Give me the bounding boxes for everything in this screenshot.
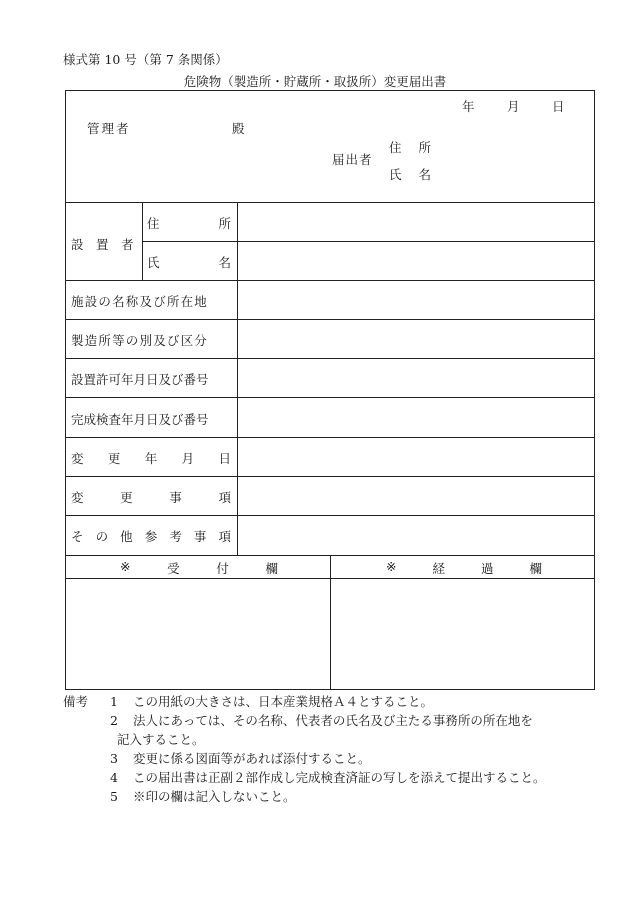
notifier-name-label: 氏 名	[389, 167, 431, 182]
honorific-label: 殿	[232, 121, 245, 136]
notes-heading: 備考	[63, 694, 89, 709]
note-item: 2 法人にあっては、その名称、代表者の氏名及び主たる事務所の所在地を	[110, 713, 533, 728]
form-number: 様式第 10 号（第 7 条関係）	[63, 52, 228, 67]
note-item: 5 ※印の欄は記入しないこと。	[110, 789, 296, 804]
installer-address-field[interactable]	[238, 203, 594, 241]
installer-address-label: 住 所	[147, 216, 231, 231]
month-label: 月	[507, 99, 520, 114]
notifier-address-label: 住 所	[389, 140, 431, 155]
year-label: 年	[462, 99, 475, 114]
facility-label: 施設の名称及び所在地	[71, 294, 209, 309]
installer-name-field[interactable]	[238, 242, 594, 280]
note-item-continued: 記入すること。	[117, 732, 205, 747]
change-date-field[interactable]	[238, 438, 594, 476]
reception-area	[66, 579, 330, 689]
category-label: 製造所等の別及び区分	[71, 333, 209, 348]
day-label: 日	[552, 99, 565, 114]
installer-name-label: 氏 名	[147, 255, 231, 270]
facility-field[interactable]	[238, 281, 594, 319]
other-label: そ の 他 参 考 事 項	[71, 529, 231, 544]
note-item: 3 変更に係る図面等があれば添付すること。	[110, 751, 371, 766]
progress-header: ※ 経 過 欄	[386, 559, 542, 576]
reception-header: ※ 受 付 欄	[120, 559, 278, 576]
page-title: 危険物（製造所・貯蔵所・取扱所）変更届出書	[183, 74, 447, 89]
note-item: 備考 1 この用紙の大きさは、日本産業規格Ａ４とすること。	[63, 694, 434, 709]
notification-form	[65, 90, 595, 690]
other-field[interactable]	[238, 516, 594, 555]
change-item-field[interactable]	[238, 477, 594, 515]
notes-section	[63, 692, 623, 806]
addressee-label: 管理者	[87, 121, 131, 136]
installer-label: 設 置 者	[71, 237, 134, 252]
change-date-label: 変 更 年 月 日	[71, 451, 231, 466]
notifier-label: 届出者	[332, 152, 373, 167]
note-item: 4 この届出書は正副２部作成し完成検査済証の写しを添えて提出すること。	[110, 770, 546, 785]
inspection-label: 完成検査年月日及び番号	[71, 412, 209, 427]
category-field[interactable]	[238, 320, 594, 358]
change-item-label: 変 更 事 項	[71, 490, 231, 505]
inspection-field[interactable]	[238, 398, 594, 437]
progress-area	[331, 579, 594, 689]
permit-label: 設置許可年月日及び番号	[71, 372, 209, 387]
permit-field[interactable]	[238, 359, 594, 397]
